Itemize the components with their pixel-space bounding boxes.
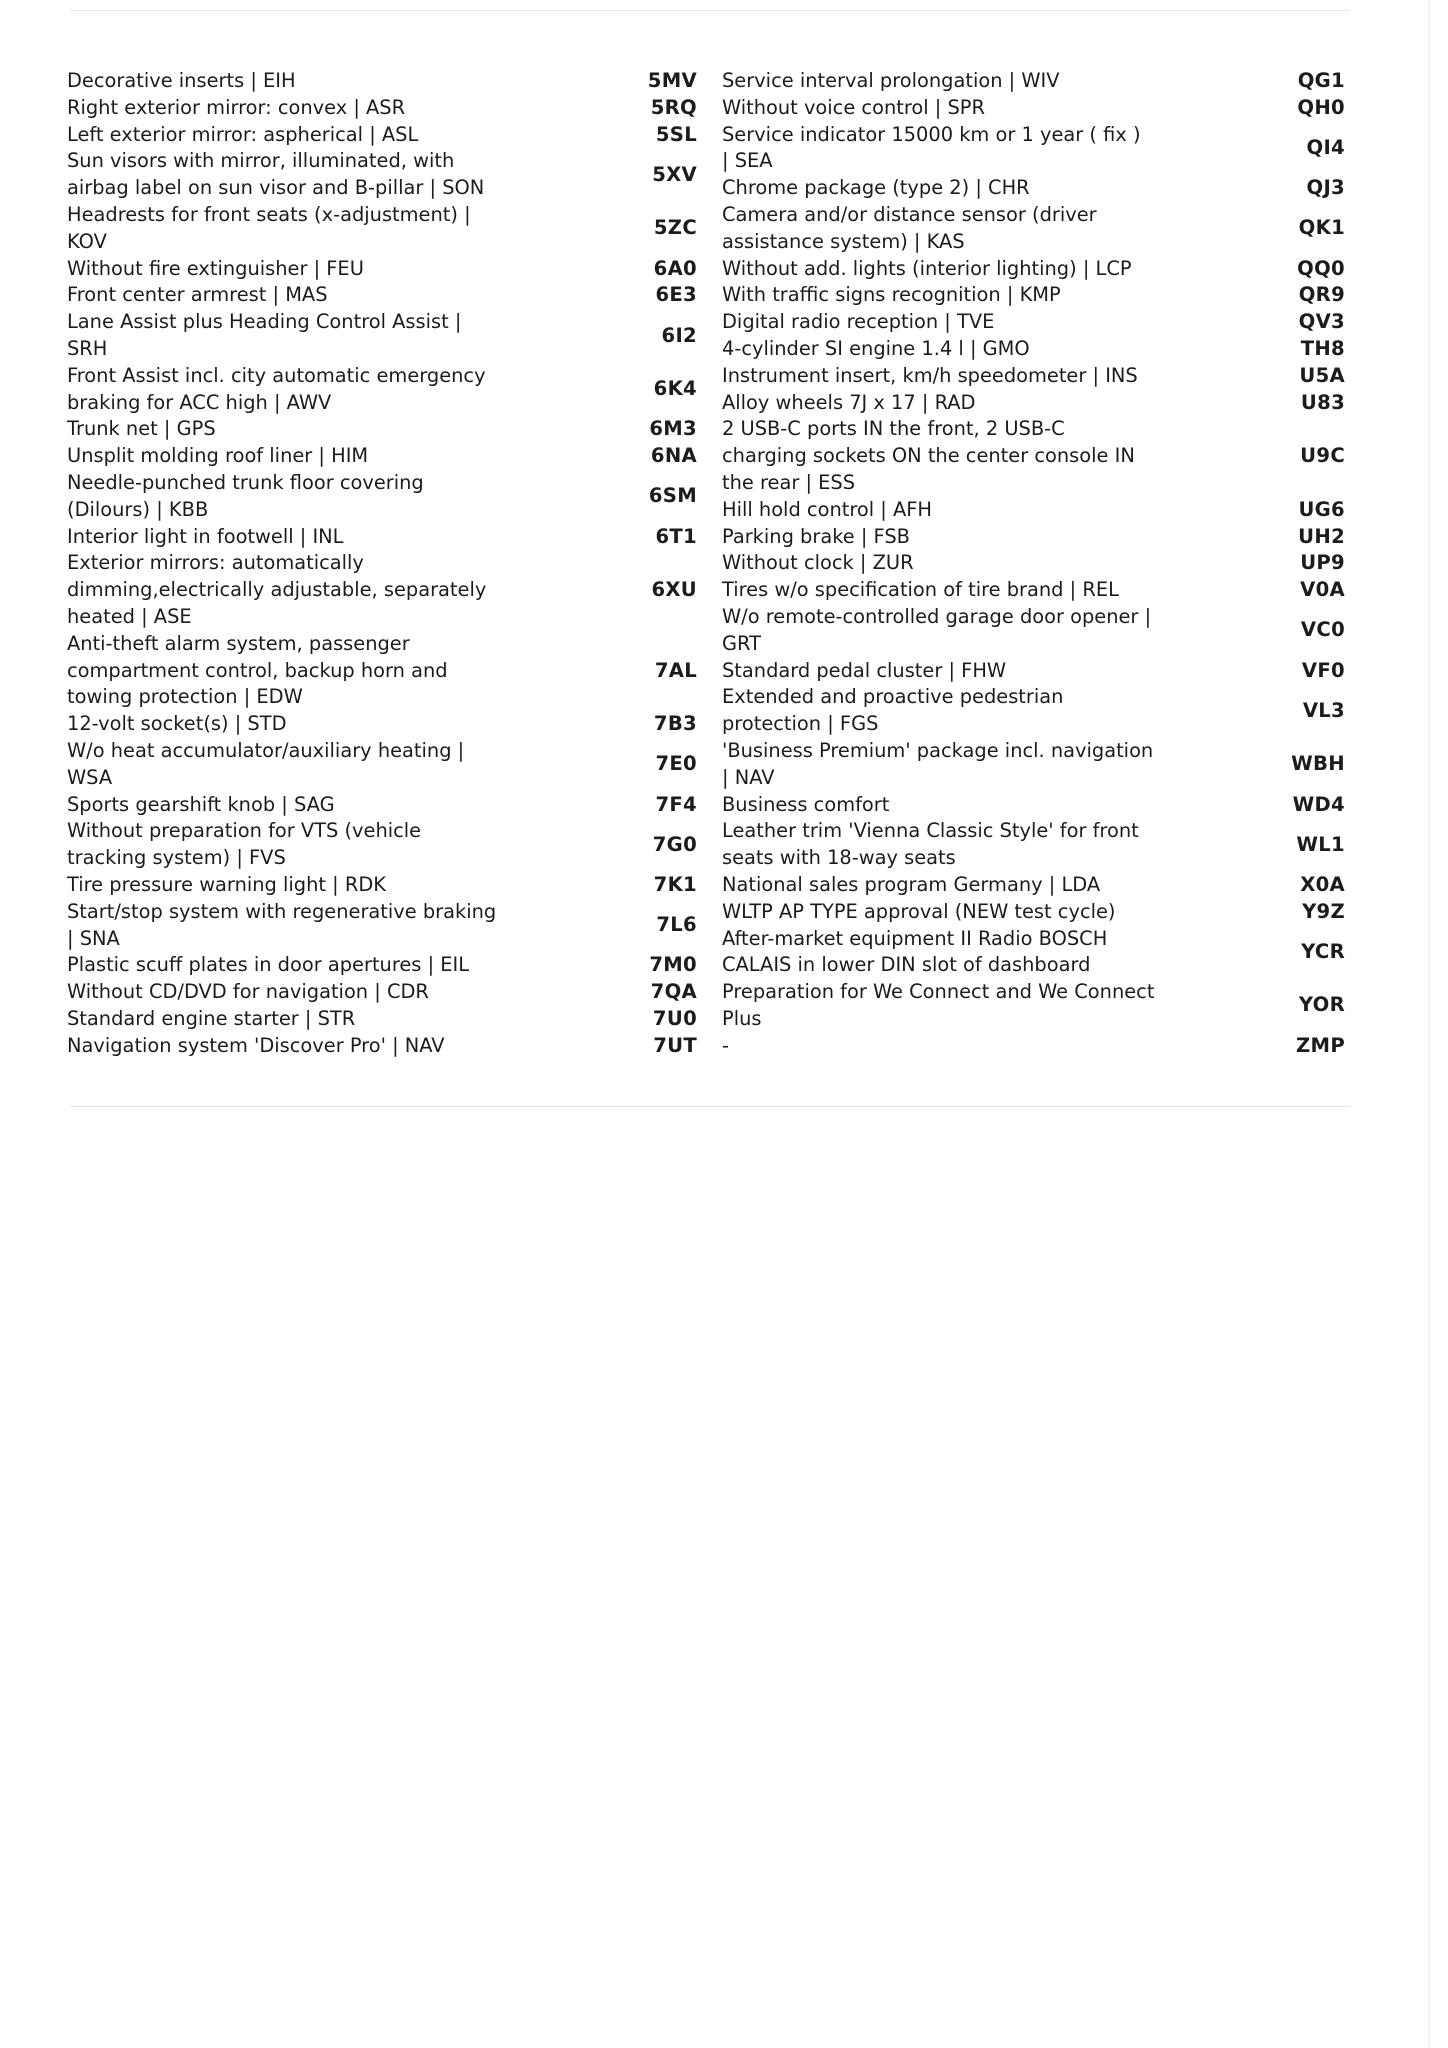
equipment-row bbox=[67, 872, 697, 899]
equipment-description: Needle-punched trunk floor covering (Dilours) | KBB bbox=[67, 470, 424, 521]
equipment-row bbox=[722, 738, 1345, 792]
equipment-code: 7M0 bbox=[649, 953, 697, 977]
equipment-row bbox=[67, 550, 697, 630]
equipment-code: 7QA bbox=[650, 980, 697, 1004]
equipment-code: 5MV bbox=[647, 69, 697, 92]
equipment-row bbox=[722, 684, 1345, 738]
equipment-description: Without clock | ZUR bbox=[722, 551, 914, 575]
equipment-row bbox=[722, 68, 1345, 95]
equipment-code: QJ3 bbox=[1306, 176, 1345, 200]
equipment-description: Lane Assist plus Heading Control Assist | SRH bbox=[67, 310, 462, 360]
equipment-row bbox=[67, 1033, 697, 1060]
equipment-row bbox=[67, 443, 697, 470]
equipment-code: 6I2 bbox=[661, 323, 697, 347]
equipment-row bbox=[67, 524, 697, 551]
equipment-row bbox=[67, 95, 697, 122]
equipment-description: Without fire extinguisher | FEU bbox=[67, 256, 364, 280]
equipment-code: WBH bbox=[1291, 752, 1345, 776]
equipment-description: Decorative inserts | EIH bbox=[67, 69, 296, 92]
equipment-code: YOR bbox=[1298, 993, 1345, 1017]
equipment-row bbox=[722, 792, 1345, 819]
equipment-row bbox=[722, 899, 1345, 926]
equipment-description: After-market equipment II Radio BOSCH CALAIS in lower DIN slot of dashboard bbox=[722, 926, 1108, 977]
equipment-code: U9C bbox=[1300, 444, 1345, 468]
equipment-code: VL3 bbox=[1302, 698, 1345, 722]
equipment-description: 4-cylinder SI engine 1.4 l | GMO bbox=[722, 336, 1030, 360]
equipment-code: QK1 bbox=[1298, 216, 1345, 240]
equipment-row bbox=[67, 952, 697, 979]
equipment-row bbox=[722, 282, 1345, 309]
equipment-description: Navigation system 'Discover Pro' | NAV bbox=[67, 1033, 445, 1057]
equipment-description: Alloy wheels 7J x 17 | RAD bbox=[722, 390, 976, 414]
equipment-description: Right exterior mirror: convex | ASR bbox=[67, 95, 406, 119]
equipment-description: Standard pedal cluster | FHW bbox=[722, 658, 1007, 682]
equipment-row bbox=[722, 309, 1345, 336]
equipment-code: UP9 bbox=[1300, 551, 1345, 575]
equipment-row bbox=[67, 631, 697, 711]
equipment-description: Sports gearshift knob | SAG bbox=[67, 792, 335, 816]
equipment-description: 12-volt socket(s) | STD bbox=[67, 712, 287, 736]
equipment-row bbox=[722, 604, 1345, 658]
equipment-description: Digital radio reception | TVE bbox=[722, 310, 995, 334]
equipment-row bbox=[67, 122, 697, 149]
equipment-code: 5RQ bbox=[650, 95, 697, 119]
equipment-code: 6XU bbox=[651, 578, 697, 602]
equipment-row bbox=[722, 363, 1345, 390]
equipment-description: Left exterior mirror: aspherical | ASL bbox=[67, 122, 419, 146]
equipment-row bbox=[722, 122, 1345, 176]
equipment-description: Tires w/o specification of tire brand | REL bbox=[722, 578, 1119, 602]
equipment-code: VF0 bbox=[1301, 658, 1345, 682]
equipment-row bbox=[722, 497, 1345, 524]
equipment-row bbox=[722, 256, 1345, 283]
equipment-description: Hill hold control | AFH bbox=[722, 497, 932, 521]
equipment-row bbox=[67, 1006, 697, 1033]
equipment-row bbox=[67, 282, 697, 309]
equipment-row bbox=[722, 416, 1345, 496]
equipment-description: Front Assist incl. city automatic emergency braking for ACC high | AWV bbox=[67, 363, 486, 414]
equipment-row bbox=[722, 336, 1345, 363]
scan-edge bbox=[1428, 0, 1430, 2048]
equipment-row bbox=[67, 818, 697, 872]
equipment-description: Preparation for We Connect and We Connect Plus bbox=[722, 980, 1155, 1030]
equipment-code: UG6 bbox=[1298, 497, 1345, 521]
equipment-description: WLTP AP TYPE approval (NEW test cycle) bbox=[722, 899, 1116, 923]
equipment-description: Without preparation for VTS (vehicle tracking system) | FVS bbox=[67, 819, 422, 870]
equipment-row bbox=[67, 899, 697, 953]
equipment-description: Instrument insert, km/h speedometer | INS bbox=[722, 363, 1138, 387]
equipment-description: Tire pressure warning light | RDK bbox=[67, 872, 386, 896]
equipment-code: TH8 bbox=[1300, 336, 1345, 360]
equipment-row bbox=[67, 416, 697, 443]
equipment-code: VC0 bbox=[1300, 618, 1345, 642]
equipment-row bbox=[67, 792, 697, 819]
equipment-code: 5ZC bbox=[653, 216, 697, 240]
top-divider bbox=[70, 10, 1350, 11]
equipment-code: X0A bbox=[1300, 872, 1345, 896]
equipment-row bbox=[722, 979, 1345, 1033]
equipment-code: 7UT bbox=[653, 1033, 697, 1057]
equipment-description: National sales program Germany | LDA bbox=[722, 872, 1101, 896]
equipment-code: U83 bbox=[1300, 390, 1345, 414]
equipment-description: Unsplit molding roof liner | HIM bbox=[67, 444, 369, 468]
equipment-row bbox=[722, 577, 1345, 604]
equipment-row bbox=[67, 68, 697, 95]
equipment-row bbox=[722, 658, 1345, 685]
equipment-row bbox=[722, 550, 1345, 577]
equipment-code: 6NA bbox=[650, 444, 697, 468]
equipment-code: 5SL bbox=[655, 122, 697, 146]
equipment-row bbox=[722, 202, 1345, 256]
equipment-code: ZMP bbox=[1296, 1033, 1345, 1057]
equipment-row bbox=[67, 470, 697, 524]
right-column bbox=[722, 68, 1345, 1059]
equipment-description: Parking brake | FSB bbox=[722, 524, 910, 548]
equipment-row bbox=[722, 926, 1345, 980]
equipment-description: Front center armrest | MAS bbox=[67, 283, 328, 307]
equipment-description: Standard engine starter | STR bbox=[67, 1006, 356, 1030]
equipment-description: Start/stop system with regenerative braking | SNA bbox=[67, 899, 497, 950]
equipment-code: WD4 bbox=[1292, 792, 1345, 816]
equipment-description: W/o heat accumulator/auxiliary heating | WSA bbox=[67, 738, 465, 789]
equipment-description: Business comfort bbox=[722, 792, 890, 816]
equipment-code: 7AL bbox=[654, 658, 697, 682]
equipment-description: Exterior mirrors: automatically dimming,electrically adjustable, separately heated | ASE bbox=[67, 551, 487, 628]
equipment-description: Headrests for front seats (x-adjustment) | KOV bbox=[67, 202, 471, 253]
equipment-code: QQ0 bbox=[1297, 256, 1345, 280]
equipment-code-table bbox=[67, 68, 1345, 1059]
equipment-row bbox=[67, 256, 697, 283]
equipment-row bbox=[67, 711, 697, 738]
equipment-description: 'Business Premium' package incl. navigation | NAV bbox=[722, 738, 1154, 789]
equipment-code: 7E0 bbox=[655, 752, 697, 776]
equipment-description: 2 USB-C ports IN the front, 2 USB-C charging sockets ON the center console IN the rear | ESS bbox=[722, 417, 1135, 494]
equipment-row bbox=[722, 818, 1345, 872]
equipment-description: Chrome package (type 2) | CHR bbox=[722, 176, 1030, 200]
equipment-description: Sun visors with mirror, illuminated, with airbag label on sun visor and B-pillar | SON bbox=[67, 149, 485, 200]
equipment-code: Y9Z bbox=[1302, 899, 1345, 923]
equipment-row bbox=[67, 363, 697, 417]
equipment-code: WL1 bbox=[1296, 832, 1345, 856]
equipment-code: 6A0 bbox=[653, 256, 697, 280]
equipment-description: Camera and/or distance sensor (driver assistance system) | KAS bbox=[722, 202, 1097, 253]
equipment-code: 7F4 bbox=[655, 792, 697, 816]
equipment-code: 6M3 bbox=[649, 417, 697, 441]
equipment-code: U5A bbox=[1299, 363, 1345, 387]
equipment-code: 7K1 bbox=[653, 872, 697, 896]
equipment-row bbox=[722, 872, 1345, 899]
equipment-code: 5XV bbox=[652, 162, 697, 186]
equipment-row bbox=[67, 202, 697, 256]
equipment-row bbox=[67, 979, 697, 1006]
equipment-code: QH0 bbox=[1297, 95, 1345, 119]
equipment-code: QV3 bbox=[1298, 310, 1345, 334]
equipment-row bbox=[722, 390, 1345, 417]
equipment-description: Service indicator 15000 km or 1 year ( fix ) | SEA bbox=[722, 122, 1141, 173]
equipment-code: V0A bbox=[1300, 578, 1345, 602]
equipment-description: Service interval prolongation | WIV bbox=[722, 69, 1060, 92]
equipment-row bbox=[722, 1033, 1345, 1060]
equipment-description: With traffic signs recognition | KMP bbox=[722, 283, 1061, 307]
equipment-code: QR9 bbox=[1298, 283, 1345, 307]
equipment-description: W/o remote-controlled garage door opener | GRT bbox=[722, 604, 1152, 655]
equipment-code: 6E3 bbox=[655, 283, 697, 307]
equipment-code: QG1 bbox=[1297, 69, 1345, 92]
left-column bbox=[67, 68, 697, 1059]
equipment-description: Trunk net | GPS bbox=[67, 417, 216, 441]
equipment-code: 7G0 bbox=[652, 832, 697, 856]
equipment-row bbox=[67, 148, 697, 202]
equipment-description: Without voice control | SPR bbox=[722, 95, 985, 119]
equipment-row bbox=[722, 524, 1345, 551]
equipment-row bbox=[722, 175, 1345, 202]
equipment-description: Leather trim 'Vienna Classic Style' for front seats with 18-way seats bbox=[722, 819, 1139, 870]
equipment-row bbox=[722, 95, 1345, 122]
equipment-description: Plastic scuff plates in door apertures | EIL bbox=[67, 953, 470, 977]
equipment-code: QI4 bbox=[1306, 135, 1345, 159]
equipment-description: Anti-theft alarm system, passenger compartment control, backup horn and towing protection | EDW bbox=[67, 631, 448, 709]
equipment-code: UH2 bbox=[1298, 524, 1345, 548]
equipment-description: - bbox=[722, 1033, 729, 1057]
equipment-code: YCR bbox=[1301, 939, 1345, 963]
equipment-row bbox=[67, 309, 697, 363]
equipment-description: Without CD/DVD for navigation | CDR bbox=[67, 980, 429, 1004]
equipment-description: Interior light in footwell | INL bbox=[67, 524, 344, 548]
equipment-code: 7U0 bbox=[652, 1006, 697, 1030]
equipment-code: 7L6 bbox=[656, 913, 697, 937]
equipment-description: Without add. lights (interior lighting) | LCP bbox=[722, 256, 1132, 280]
equipment-code: 6K4 bbox=[653, 377, 697, 401]
equipment-row bbox=[67, 738, 697, 792]
equipment-description: Extended and proactive pedestrian protection | FGS bbox=[722, 685, 1064, 736]
equipment-code: 6T1 bbox=[655, 524, 697, 548]
bottom-divider bbox=[70, 1106, 1350, 1107]
equipment-code: 7B3 bbox=[653, 712, 697, 736]
equipment-code: 6SM bbox=[648, 484, 697, 508]
